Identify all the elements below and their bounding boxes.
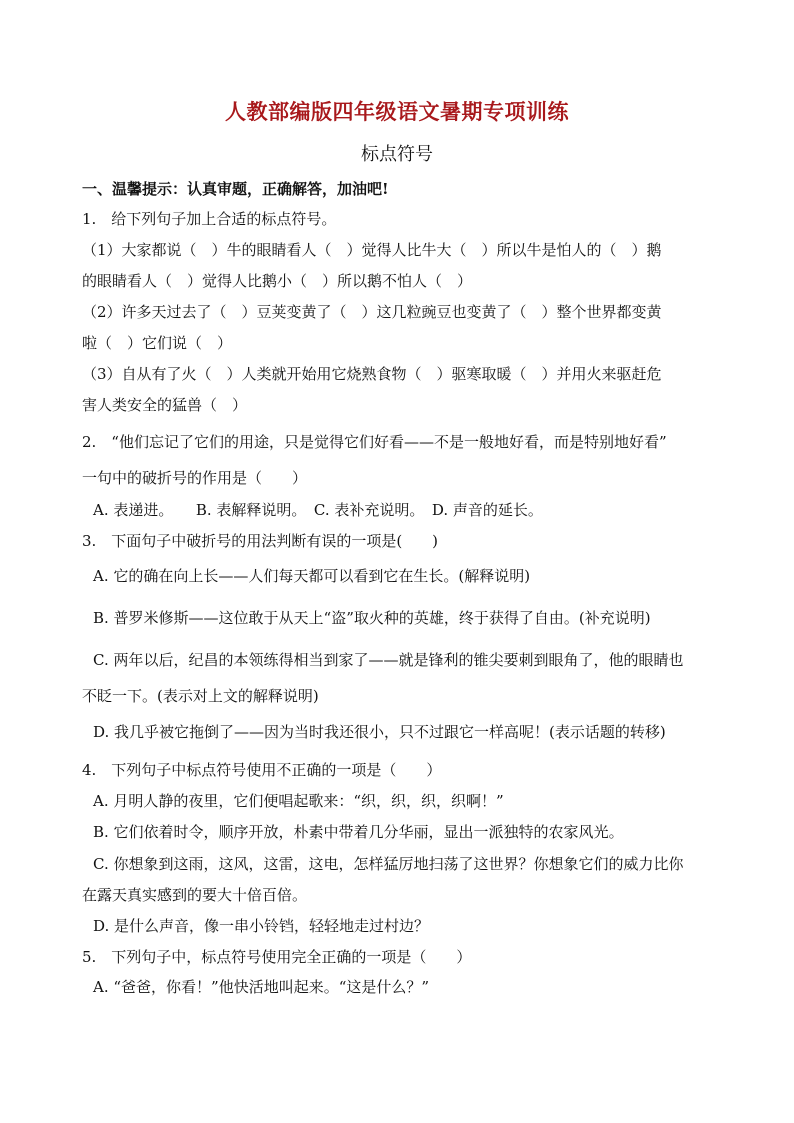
q4-option-c-line1: C. 你想象到这雨，这风，这雷，这电，怎样猛厉地扫荡了这世界？你想象它们的威力比你 bbox=[93, 855, 684, 873]
q4-stem: 4. 下列句子中标点符号使用不正确的一项是（ ） bbox=[82, 761, 442, 779]
q1-stem: 1. 给下列句子加上合适的标点符号。 bbox=[82, 210, 337, 228]
document-subtitle: 标点符号 bbox=[361, 144, 433, 165]
q1-item2-line2: 啦（ ）它们说（ ） bbox=[82, 334, 233, 352]
q1-item1-line2: 的眼睛看人（ ）觉得人比鹅小（ ）所以鹅不怕人（ ） bbox=[82, 272, 473, 290]
q3-option-b: B. 普罗米修斯——这位敢于从天上“盗”取火种的英雄，终于获得了自由。(补充说明) bbox=[93, 609, 651, 627]
q4-option-b: B. 它们依着时令，顺序开放，朴素中带着几分华丽，显出一派独特的农家风光。 bbox=[93, 823, 624, 841]
q1-item3-line1: （3）自从有了火（ ）人类就开始用它烧熟食物（ ）驱寒取暖（ ）并用火来驱赶危 bbox=[82, 365, 662, 383]
q1-item3-line2: 害人类安全的猛兽（ ） bbox=[82, 396, 248, 414]
q3-stem: 3. 下面句子中破折号的用法判断有误的一项是( ) bbox=[82, 532, 439, 550]
q5-option-a: A. “爸爸，你看！”他快活地叫起来。“这是什么？” bbox=[93, 978, 430, 996]
q2-stem-line2: 一句中的破折号的作用是（ ） bbox=[82, 469, 308, 487]
q4-option-d: D. 是什么声音，像一串小铃铛，轻轻地走过村边？ bbox=[93, 917, 430, 935]
q3-option-d: D. 我几乎被它拖倒了——因为当时我还很小，只不过跟它一样高呢！(表示话题的转移) bbox=[93, 723, 666, 741]
q3-option-a: A. 它的确在向上长——人们每天都可以看到它在生长。(解释说明) bbox=[93, 567, 531, 585]
q2-stem: 2. “他们忘记了它们的用途，只是觉得它们好看——不是一般地好看，而是特别地好看” bbox=[82, 433, 667, 451]
q5-stem: 5. 下列句子中，标点符号使用完全正确的一项是（ ） bbox=[82, 948, 472, 966]
q4-option-c-line2: 在露天真实感到的要大十倍百倍。 bbox=[82, 886, 308, 904]
document-title: 人教部编版四年级语文暑期专项训练 bbox=[225, 99, 569, 124]
q3-option-c-line1: C. 两年以后，纪昌的本领练得相当到家了——就是锋利的锥尖要刺到眼角了，他的眼睛也 bbox=[93, 651, 684, 669]
q2-options: A. 表递进。 B. 表解释说明。 C. 表补充说明。 D. 声音的延长。 bbox=[93, 501, 543, 519]
q1-item1-line1: （1）大家都说（ ）牛的眼睛看人（ ）觉得人比牛大（ ）所以牛是怕人的（ ）鹅 bbox=[82, 241, 662, 259]
section-heading: 一、温馨提示：认真审题，正确解答，加油吧! bbox=[82, 180, 389, 198]
q1-item2-line1: （2）许多天过去了（ ）豆荚变黄了（ ）这几粒豌豆也变黄了（ ）整个世界都变黄 bbox=[82, 303, 662, 321]
q4-option-a: A. 月明人静的夜里，它们便唱起歌来：“织，织，织，织啊！” bbox=[93, 792, 504, 810]
q3-option-c-line2: 不眨一下。(表示对上文的解释说明) bbox=[82, 687, 319, 705]
